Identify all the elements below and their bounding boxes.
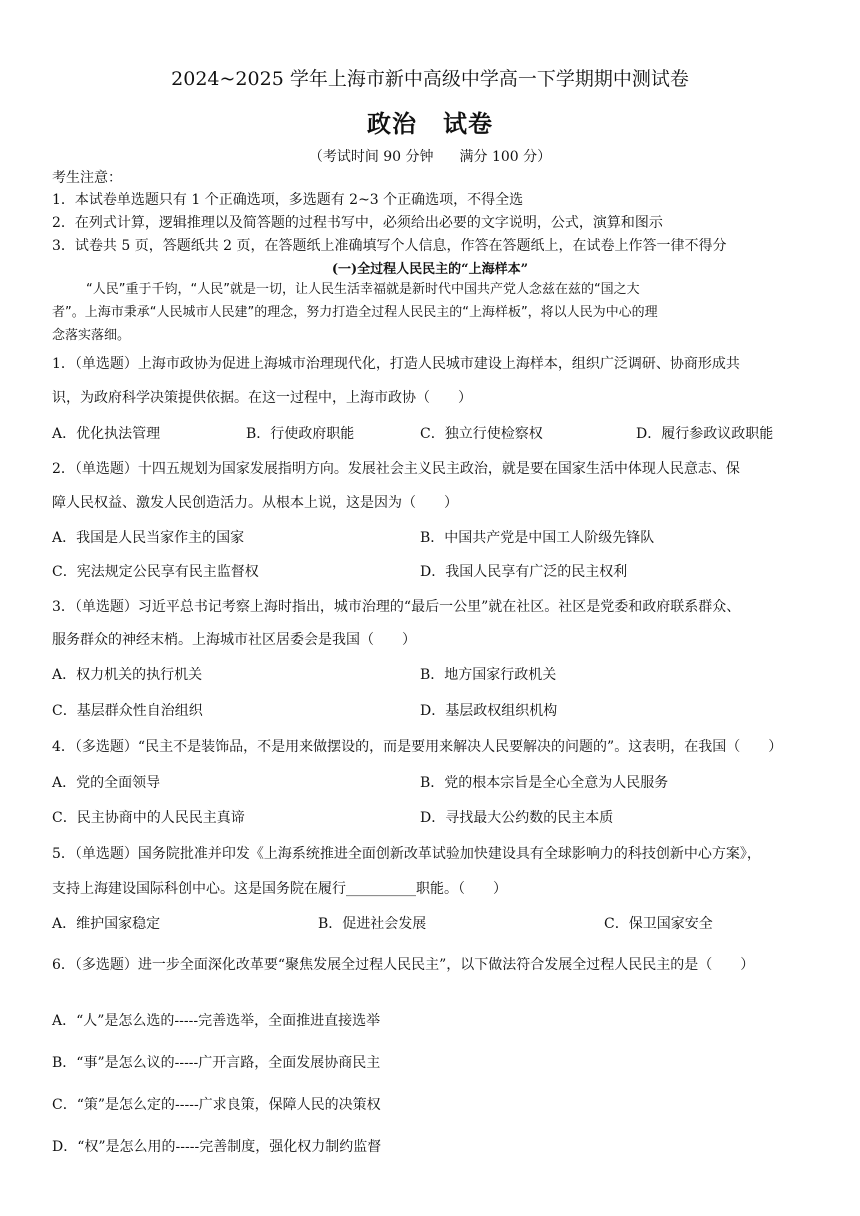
question-6-option-a: A．“人”是怎么选的-----完善选举，全面推进直接选举 — [52, 1013, 381, 1029]
notice-heading: 考生注意： — [52, 170, 122, 186]
question-3-text: 服务群众的神经末梢。上海城市社区居委会是我国（ ） — [52, 632, 416, 648]
question-3-option-b: B．地方国家行政机关 — [420, 667, 557, 683]
question-5-text: 支持上海建设国际科创中心。这是国务院在履行__________职能。（ ） — [52, 881, 507, 897]
exam-time-info — [0, 146, 860, 166]
question-1-option-d: D．履行参政议政职能 — [636, 426, 774, 442]
question-2-text: 2．（单选题）十四五规划为国家发展指明方向。发展社会主义民主政治，就是要在国家生活中体现人民意志、保 — [52, 461, 740, 477]
question-1-text: 识，为政府科学决策提供依据。在这一过程中，上海市政协（ ） — [52, 390, 472, 406]
question-1-option-b: B．行使政府职能 — [246, 426, 355, 442]
question-5-text: 5．（单选题）国务院批准并印发《上海系统推进全面创新改革试验加快建设具有全球影响力的科技创新中心方案》， — [52, 846, 761, 862]
question-6-text: 6．（多选题）进一步全面深化改革要“聚焦发展全过程人民民主”，以下做法符合发展全过程人民民主的是（ ） — [52, 957, 755, 973]
subject-name: 政治 — [367, 109, 417, 138]
question-4-text: 4．（多选题）“民主不是装饰品，不是用来做摆设的，而是要用来解决人民要解决的问题的”。这表明，在我国（ ） — [52, 739, 783, 755]
exam-full-score: 满分 100 分） — [459, 149, 552, 165]
intro-paragraph-line: 念落实落细。 — [52, 328, 131, 343]
notice-item: 2．在列式计算，逻辑推理以及简答题的过程书写中，必须给出必要的文字说明，公式，演算和图示 — [52, 215, 663, 231]
exam-title: 2024~2025 学年上海市新中高级中学高一下学期期中测试卷 — [171, 68, 689, 90]
intro-paragraph-line: 者”。上海市秉承“人民城市人民建”的理念，努力打造全过程人民民主的“上海样板”，将以人民为中心的理 — [52, 305, 658, 320]
question-4-option-c: C．民主协商中的人民民主真谛 — [52, 810, 245, 826]
question-6-option-d: D．“权”是怎么用的-----完善制度，强化权力制约监督 — [52, 1139, 382, 1155]
section-heading: (一)全过程人民民主的“上海样本” — [331, 262, 529, 277]
question-2-option-c: C．宪法规定公民享有民主监督权 — [52, 564, 259, 580]
question-6-option-c: C．“策”是怎么定的-----广求良策，保障人民的决策权 — [52, 1097, 381, 1113]
notice-item: 3．试卷共 5 页，答题纸共 2 页，在答题纸上准确填写个人信息，作答在答题纸上，在试卷上作答一律不得分 — [52, 238, 727, 254]
question-5-option-b: B．促进社会发展 — [318, 916, 427, 932]
exam-duration: （考试时间 90 分钟 — [308, 149, 434, 165]
question-6-option-b: B．“事”是怎么议的-----广开言路，全面发展协商民主 — [52, 1055, 381, 1071]
question-3-option-a: A．权力机关的执行机关 — [52, 667, 203, 683]
question-1-text: 1．（单选题）上海市政协为促进上海城市治理现代化，打造人民城市建设上海样本，组织广泛调研、协商形成共 — [52, 356, 740, 372]
question-2-text: 障人民权益、激发人民创造活力。从根本上说，这是因为（ ） — [52, 495, 458, 511]
intro-paragraph-line: “人民”重于千钧，“人民”就是一切，让人民生活幸福就是新时代中国共产党人念兹在兹的“国之大 — [86, 282, 640, 297]
question-1-option-c: C．独立行使检察权 — [420, 426, 543, 442]
question-2-option-a: A．我国是人民当家作主的国家 — [52, 530, 245, 546]
question-3-text: 3．（单选题）习近平总书记考察上海时指出，城市治理的“最后一公里”就在社区。社区是党委和政府联系群众、 — [52, 599, 741, 615]
question-5-option-a: A．维护国家稳定 — [52, 916, 161, 932]
subject-paper: 试卷 — [443, 109, 493, 138]
question-4-option-b: B．党的根本宗旨是全心全意为人民服务 — [420, 775, 669, 791]
question-2-option-b: B．中国共产党是中国工人阶级先锋队 — [420, 530, 655, 546]
question-4-option-a: A．党的全面领导 — [52, 775, 161, 791]
subject-title — [0, 104, 860, 139]
notice-item: 1．本试卷单选题只有 1 个正确选项，多选题有 2~3 个正确选项，不得全选 — [52, 192, 524, 208]
question-2-option-d: D．我国人民享有广泛的民主权利 — [420, 564, 628, 580]
question-3-option-c: C．基层群众性自治组织 — [52, 703, 203, 719]
question-1-option-a: A．优化执法管理 — [52, 426, 161, 442]
question-3-option-d: D．基层政权组织机构 — [420, 703, 558, 719]
question-4-option-d: D．寻找最大公约数的民主本质 — [420, 810, 614, 826]
question-5-option-c: C．保卫国家安全 — [604, 916, 713, 932]
